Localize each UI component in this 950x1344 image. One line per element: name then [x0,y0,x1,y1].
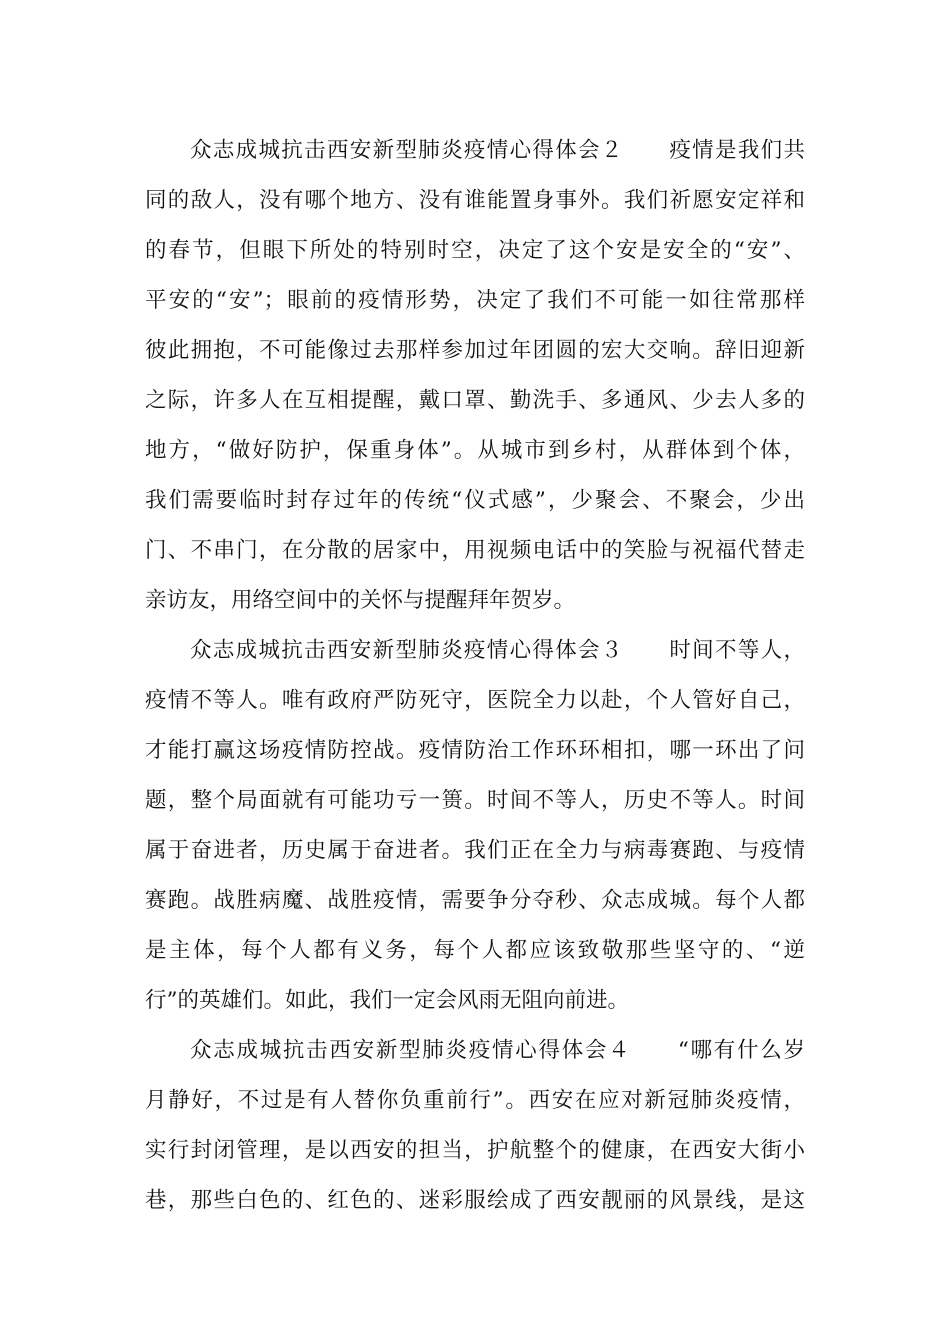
text-line: 亲访友，用络空间中的关怀与提醒拜年贺岁。 [145,588,576,613]
text-line: 是主体，每个人都有义务，每个人都应该致敬那些坚守的、“逆 [145,938,805,963]
text-line: 月静好，不过是有人替你负重前行”。西安在应对新冠肺炎疫情， [145,1088,805,1113]
text-line: 赛跑。战胜病魔、战胜疫情，需要争分夺秒、众志成城。每个人都 [145,888,805,913]
text-line: 疫情不等人。唯有政府严防死守，医院全力以赴，个人管好自己， [145,688,805,713]
text-line: 平安的“安”；眼前的疫情形势，决定了我们不可能一如往常那样 [145,288,805,313]
text-line: 我们需要临时封存过年的传统“仪式感”，少聚会、不聚会，少出 [145,488,805,513]
text-line: 题，整个局面就有可能功亏一篑。时间不等人，历史不等人。时间 [145,788,805,813]
text-line: 门、不串门，在分散的居家中，用视频电话中的笑脸与祝福代替走 [145,538,805,563]
text-line: 众志成城抗击西安新型肺炎疫情心得体会３ 时间不等人， [190,638,805,663]
text-line: 巷，那些白色的、红色的、迷彩服绘成了西安靓丽的风景线，是这 [145,1188,805,1213]
text-line: 才能打赢这场疫情防控战。疫情防治工作环环相扣，哪一环出了问 [145,738,805,763]
text-line: 属于奋进者，历史属于奋进者。我们正在全力与病毒赛跑、与疫情 [145,838,805,863]
text-line: 之际，许多人在互相提醒，戴口罩、勤洗手、多通风、少去人多的 [145,388,805,413]
text-line: 彼此拥抱，不可能像过去那样参加过年团圆的宏大交响。辞旧迎新 [145,338,805,363]
text-line: 同的敌人，没有哪个地方、没有谁能置身事外。我们祈愿安定祥和 [145,188,805,213]
text-line: 的春节，但眼下所处的特别时空，决定了这个安是安全的“安”、 [145,238,805,263]
text-line: 众志成城抗击西安新型肺炎疫情心得体会２ 疫情是我们共 [190,138,805,163]
text-line: 众志成城抗击西安新型肺炎疫情心得体会４ “哪有什么岁 [190,1038,805,1063]
text-line: 行”的英雄们。如此，我们一定会风雨无阻向前进。 [145,988,629,1013]
text-line: 实行封闭管理，是以西安的担当，护航整个的健康，在西安大街小 [145,1138,805,1163]
text-line: 地方，“做好防护，保重身体”。从城市到乡村，从群体到个体， [145,438,805,463]
